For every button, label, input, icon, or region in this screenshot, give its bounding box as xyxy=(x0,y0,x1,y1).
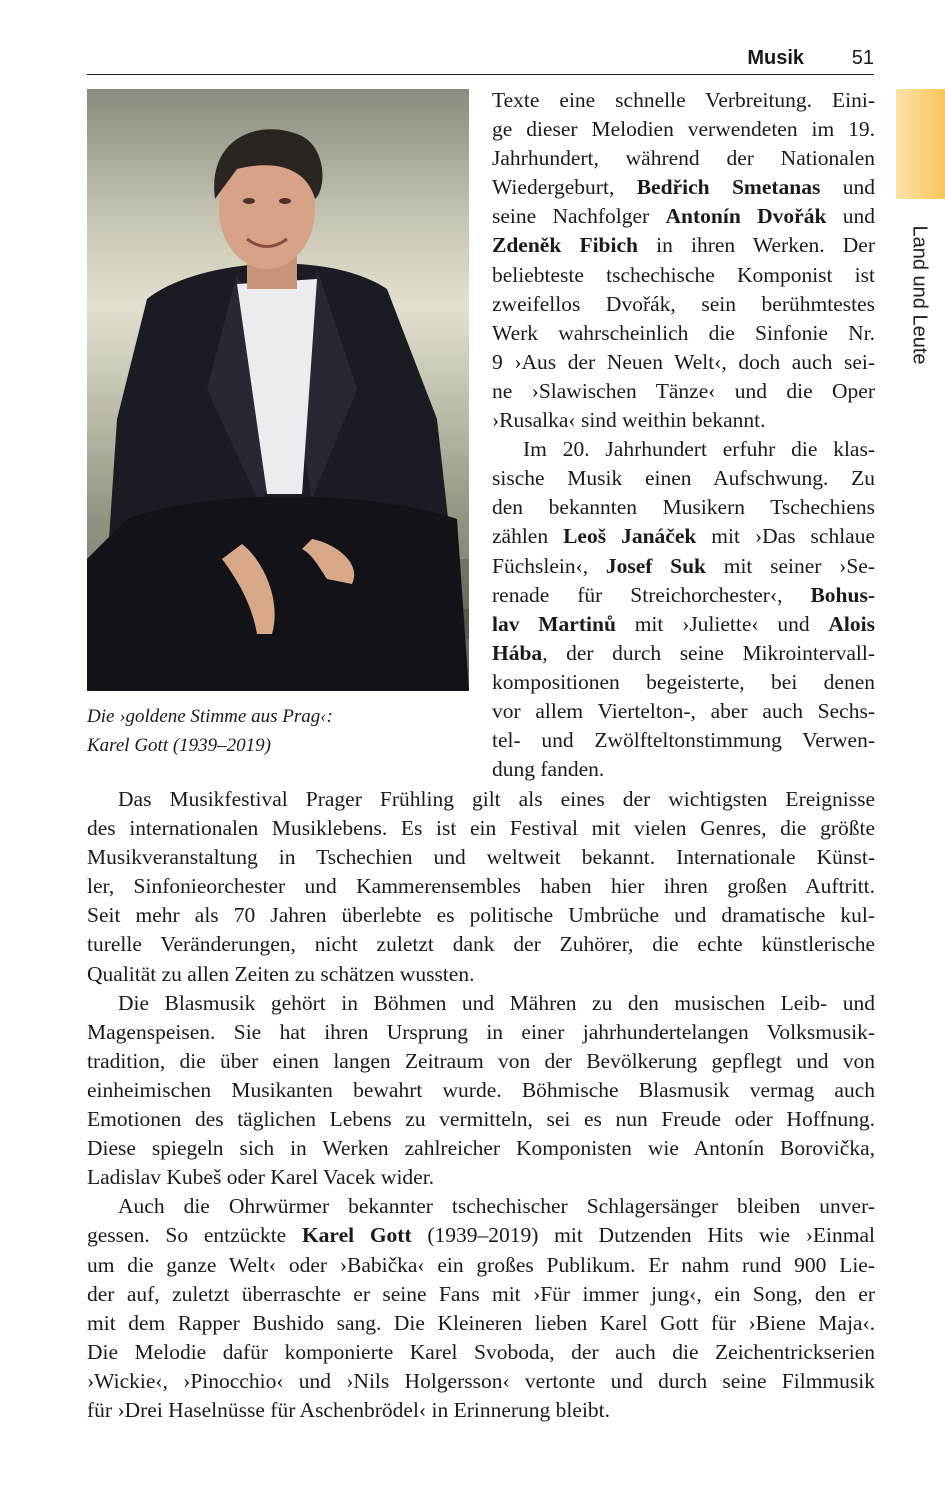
text-line: Werk wahrscheinlich die Sinfonie Nr. xyxy=(492,320,875,345)
text-line: Ladislav Kubeš oder Karel Vacek wider. xyxy=(87,1165,435,1190)
text-line: Qualität zu allen Zeiten zu schätzen wussten. xyxy=(87,961,475,986)
running-header xyxy=(87,46,874,75)
text-line: ge dieser Melodien verwendeten im 19. xyxy=(492,117,875,142)
text-line: Hába, der durch seine Mikrointervall- xyxy=(492,640,875,665)
text-line: Füchslein‹, Josef Suk mit seiner ›Se- xyxy=(492,553,875,578)
section-title: Musik xyxy=(747,47,804,69)
caption-line: Karel Gott (1939–2019) xyxy=(87,735,272,756)
text-line: Jahrhundert, während der Nationalen xyxy=(492,146,875,171)
text-line: den bekannten Musikern Tschechiens xyxy=(492,495,875,520)
text-line: für ›Drei Haselnüsse für Aschenbrödel‹ in Erinnerung bleibt. xyxy=(87,1397,611,1422)
text-line: Seit mehr als 70 Jahren überlebte es politische Umbrüche und dramatische kul- xyxy=(87,903,875,928)
text-line: 9 ›Aus der Neuen Welt‹, doch auch sei- xyxy=(492,349,875,374)
text-line: Wiedergeburt, Bedřich Smetanas und xyxy=(492,175,875,200)
text-line: tradition, die über einen langen Zeitraum von der Bevölkerung gepflegt und von xyxy=(87,1048,875,1073)
text-line: Diese spiegeln sich in Werken zahlreicher Komponisten wie Antonín Borovička, xyxy=(87,1136,875,1161)
text-line: Auch die Ohrwürmer bekannter tschechischer Schlagersänger bleiben unver- xyxy=(118,1194,875,1219)
text-line: um die ganze Welt‹ oder ›Babička‹ ein großes Publikum. Er nahm rund 900 Lie- xyxy=(87,1252,875,1277)
text-line: sische Musik einen Aufschwung. Zu xyxy=(492,466,875,491)
text-line: tel- und Zwölfteltonstimmung Verwen- xyxy=(492,728,875,753)
text-line: Zdeněk Fibich in ihren Werken. Der xyxy=(492,233,875,258)
text-line: ne ›Slawischen Tänze‹ und die Oper xyxy=(492,378,875,403)
text-line: vor allem Viertelton-, aber auch Sechs- xyxy=(492,698,875,723)
caption-line: Die ›goldene Stimme aus Prag‹: xyxy=(87,706,333,727)
text-line: beliebteste tschechische Komponist ist xyxy=(492,262,875,287)
text-line: kompositionen begeisterte, bei denen xyxy=(492,669,875,694)
text-line: Die Melodie dafür komponierte Karel Svoboda, der auch die Zeichentrickserien xyxy=(87,1339,875,1364)
portrait-illustration xyxy=(87,89,469,691)
chapter-side-label xyxy=(907,215,931,375)
text-line: ›Wickie‹, ›Pinocchio‹ und ›Nils Holgersson‹ vertonte und durch seine Filmmusik xyxy=(87,1368,875,1393)
text-line: Musikveranstaltung in Tschechien und weltweit bekannt. Internationale Künst- xyxy=(87,845,875,870)
chapter-tab-marker xyxy=(896,89,945,199)
chapter-side-label-text: Land und Leute xyxy=(908,225,931,365)
text-line: gessen. So entzückte Karel Gott (1939–2019) mit Dutzenden Hits wie ›Einmal xyxy=(87,1223,875,1248)
text-line: ›Rusalka‹ sind weithin bekannt. xyxy=(492,408,766,433)
body-text xyxy=(87,785,875,1425)
text-line: Magenspeisen. Sie hat ihren Ursprung in einer jahrhundertelangen Volksmusik- xyxy=(87,1019,875,1044)
page-number: 51 xyxy=(851,47,874,69)
text-line: renade für Streichorchester‹, Bohus- xyxy=(492,582,875,607)
text-line: turelle Veränderungen, nicht zuletzt dank der Zuhörer, die echte künstlerische xyxy=(87,932,875,957)
text-line: zählen Leoš Janáček mit ›Das schlaue xyxy=(492,524,875,549)
text-line: seine Nachfolger Antonín Dvořák und xyxy=(492,204,875,229)
text-line: Texte eine schnelle Verbreitung. Eini- xyxy=(492,88,875,112)
photo-caption xyxy=(87,702,469,760)
text-line: dung fanden. xyxy=(492,757,605,782)
text-line: zweifellos Dvořák, sein berühmtestes xyxy=(492,291,875,316)
text-line: Emotionen des täglichen Lebens zu vermitteln, sei es nun Freude oder Hoffnung. xyxy=(87,1107,875,1132)
portrait-photo xyxy=(87,89,469,691)
text-line: lav Martinů mit ›Juliette‹ und Alois xyxy=(492,611,875,636)
text-line: Das Musikfestival Prager Frühling gilt als eines der wichtigsten Ereignisse xyxy=(118,787,875,811)
text-line: des internationalen Musiklebens. Es ist ein Festival mit vielen Genres, die größte xyxy=(87,816,875,841)
right-column-text xyxy=(492,86,875,784)
text-line: mit dem Rapper Bushido sang. Die Kleineren lieben Karel Gott für ›Biene Maja‹. xyxy=(87,1310,875,1335)
text-line: einheimischen Musikanten bewahrt wurde. Böhmische Blasmusik vermag auch xyxy=(87,1077,875,1102)
text-line: Die Blasmusik gehört in Böhmen und Mähren zu den musischen Leib- und xyxy=(118,990,875,1015)
text-line: ler, Sinfonieorchester und Kammerensembles haben hier ihren großen Auftritt. xyxy=(87,874,875,899)
text-line: der auf, zuletzt überraschte er seine Fans mit ›Für immer jung‹, ein Song, den er xyxy=(87,1281,875,1306)
text-line: Im 20. Jahrhundert erfuhr die klas- xyxy=(523,437,875,462)
